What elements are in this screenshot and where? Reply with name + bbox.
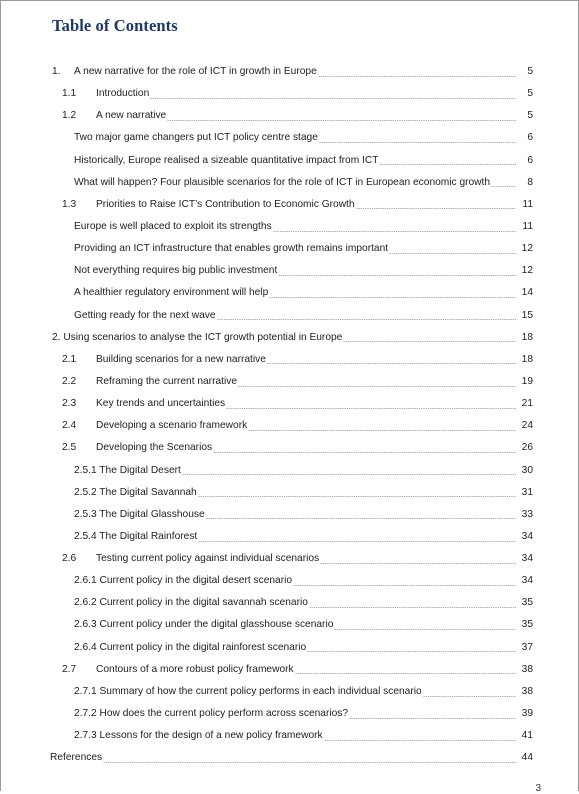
page-title: Table of Contents	[52, 16, 178, 35]
toc-entry-title: Historically, Europe realised a sizeable quantitative impact from ICT	[74, 154, 379, 166]
dot-leader	[379, 164, 516, 165]
dot-leader	[198, 541, 516, 542]
toc-entry-link[interactable]	[74, 510, 205, 520]
toc-entry-title: Developing the Scenarios	[96, 442, 213, 454]
toc-entry-line	[62, 443, 579, 453]
toc-entry-number: 2.2	[62, 375, 77, 387]
toc-entry-number: 2.3	[62, 398, 77, 410]
dot-leader	[273, 231, 516, 232]
toc-entry-title: A new narrative	[96, 110, 167, 122]
toc-entry-link[interactable]	[74, 576, 292, 586]
toc-entry-link[interactable]	[74, 620, 333, 630]
toc-entry-line	[62, 377, 579, 387]
toc-entry[interactable]	[0, 725, 579, 747]
toc-entry-title: Key trends and uncertainties	[96, 398, 226, 410]
toc-entry-line	[62, 554, 579, 564]
toc-entry-line	[74, 244, 579, 254]
dot-leader	[318, 76, 516, 77]
toc-entry-page[interactable]: 6	[527, 132, 533, 144]
toc-entry-line	[52, 333, 579, 343]
toc-entry-page[interactable]: 12	[521, 265, 533, 277]
toc-entry-link[interactable]	[50, 753, 102, 763]
toc-entry[interactable]	[0, 592, 579, 614]
toc-entry-line	[74, 178, 579, 188]
toc-entry-page[interactable]: 14	[521, 287, 533, 299]
toc-entry-link[interactable]	[74, 178, 490, 188]
dot-leader	[278, 275, 516, 276]
toc-entry-line	[74, 133, 579, 143]
toc-entry-page[interactable]: 11	[522, 198, 533, 210]
toc-entry-line	[62, 355, 579, 365]
dot-leader	[293, 585, 516, 586]
toc-entry-title: 2.7.3 Lessons for the design of a new policy framework	[74, 730, 323, 742]
toc-entry-link[interactable]	[74, 244, 388, 254]
toc-entry-page[interactable]: 18	[521, 331, 533, 343]
toc-entry-page[interactable]: 39	[521, 708, 533, 720]
toc-entry-line	[74, 288, 579, 298]
toc-entry[interactable]	[0, 437, 579, 459]
toc-entry-line	[74, 532, 579, 542]
toc-entry-link[interactable]	[74, 488, 197, 498]
toc-entry-page[interactable]: 5	[527, 65, 533, 77]
toc-entry-line	[74, 156, 579, 166]
toc-entry[interactable]	[0, 127, 579, 149]
toc-entry-link[interactable]	[74, 709, 348, 719]
dot-leader	[491, 186, 516, 187]
toc-entry-title: Reframing the current narrative	[96, 375, 237, 387]
toc-entry-line	[74, 266, 579, 276]
toc-entry-number: 2.4	[62, 420, 77, 432]
toc-entry-number: 1.2	[62, 110, 77, 122]
toc-entry[interactable]	[0, 637, 579, 659]
toc-entry-page[interactable]: 11	[522, 220, 533, 232]
toc-entry[interactable]	[0, 659, 579, 681]
toc-entry[interactable]	[0, 681, 579, 703]
toc-entry-page[interactable]: 21	[521, 398, 533, 410]
toc-entry-title: A new narrative for the role of ICT in growth in Europe	[74, 65, 317, 77]
toc-entry-page[interactable]: 5	[527, 110, 533, 122]
toc-entry-line	[62, 89, 579, 99]
toc-entry-line	[62, 111, 579, 121]
toc-entry[interactable]	[0, 703, 579, 725]
toc-entry-title: 2.5.2 The Digital Savannah	[74, 486, 197, 498]
toc-entry-link[interactable]	[74, 466, 181, 476]
toc-list	[0, 61, 579, 770]
dot-leader	[356, 208, 516, 209]
toc-entry[interactable]	[0, 83, 579, 105]
toc-entry[interactable]	[0, 371, 579, 393]
toc-entry-page[interactable]: 31	[521, 486, 533, 498]
dot-leader	[267, 363, 516, 364]
toc-entry-title: 2.5.3 The Digital Glasshouse	[74, 508, 205, 520]
toc-entry-link[interactable]	[74, 598, 308, 608]
toc-entry-line	[74, 488, 579, 498]
toc-entry-title: 2.6.1 Current policy in the digital desert scenario	[74, 575, 293, 587]
toc-entry-title: 2.7.2 How does the current policy perform across scenarios?	[74, 708, 349, 720]
toc-entry-line	[52, 67, 579, 77]
toc-entry[interactable]	[0, 238, 579, 260]
dot-leader	[319, 142, 516, 143]
toc-entry-page[interactable]: 33	[521, 508, 533, 520]
toc-entry-link[interactable]	[62, 89, 149, 99]
toc-entry-page[interactable]: 5	[527, 88, 533, 100]
toc-entry-number: 1.	[52, 65, 61, 77]
toc-entry-line	[74, 466, 579, 476]
toc-entry-page[interactable]: 12	[521, 243, 533, 255]
toc-entry-title: References	[50, 752, 103, 764]
toc-entry-page[interactable]: 26	[521, 442, 533, 454]
dot-leader	[248, 430, 516, 431]
toc-entry-title: 2.5.1 The Digital Desert	[74, 464, 181, 476]
toc-entry-page[interactable]: 34	[521, 553, 533, 565]
toc-entry-link[interactable]	[74, 156, 378, 166]
toc-entry-link[interactable]	[74, 532, 197, 542]
toc-entry-title: Not everything requires big public investment	[74, 265, 278, 277]
toc-entry-title: 2.6.3 Current policy under the digital glasshouse scenario	[74, 619, 334, 631]
toc-entry-link[interactable]	[62, 111, 166, 121]
toc-entry[interactable]	[0, 105, 579, 127]
toc-entry-page[interactable]: 24	[521, 420, 533, 432]
toc-entry-title: What will happen? Four plausible scenarios for the role of ICT in European economic growth	[74, 176, 491, 188]
toc-entry[interactable]	[0, 216, 579, 238]
toc-entry-page[interactable]: 8	[527, 176, 533, 188]
toc-entry-page[interactable]: 38	[521, 663, 533, 675]
toc-entry[interactable]	[0, 482, 579, 504]
toc-entry-line	[74, 598, 579, 608]
toc-entry-link[interactable]	[62, 554, 319, 564]
toc-entry-title: Introduction	[96, 88, 150, 100]
dot-leader	[213, 452, 516, 453]
toc-entry-title: A healthier regulatory environment will help	[74, 287, 269, 299]
toc-entry-title: Testing current policy against individual scenarios	[96, 553, 320, 565]
dot-leader	[334, 629, 516, 630]
toc-entry[interactable]	[0, 327, 579, 349]
toc-entry[interactable]	[0, 172, 579, 194]
toc-entry-link[interactable]	[62, 443, 212, 453]
toc-entry-title: Contours of a more robust policy framework	[96, 663, 294, 675]
dot-leader	[343, 341, 516, 342]
toc-entry-page[interactable]: 37	[521, 641, 533, 653]
toc-entry-title: Two major game changers put ICT policy centre stage	[74, 132, 318, 144]
toc-entry-number: 2.6	[62, 553, 77, 565]
toc-entry-number: 2.7	[62, 663, 77, 675]
toc-entry[interactable]	[0, 150, 579, 172]
toc-entry-title: 2.5.4 The Digital Rainforest	[74, 530, 198, 542]
dot-leader	[217, 319, 516, 320]
toc-entry-title: Developing a scenario framework	[96, 420, 248, 432]
toc-entry-page[interactable]: 41	[521, 730, 533, 742]
toc-entry-link[interactable]	[74, 687, 422, 697]
toc-entry-title: Getting ready for the next wave	[74, 309, 216, 321]
page-number: 3	[535, 783, 541, 794]
toc-entry-title: Providing an ICT infrastructure that enables growth remains important	[74, 243, 389, 255]
dot-leader	[206, 518, 516, 519]
toc-entry-line	[62, 200, 579, 210]
dot-leader	[103, 762, 516, 763]
toc-entry[interactable]	[0, 415, 579, 437]
toc-entry-page[interactable]: 44	[521, 752, 533, 764]
toc-entry-page[interactable]: 19	[521, 375, 533, 387]
toc-entry[interactable]	[0, 305, 579, 327]
toc-entry-line	[50, 753, 579, 763]
toc-entry-title: 2.7.1 Summary of how the current policy performs in each individual scenario	[74, 685, 422, 697]
toc-entry-link[interactable]	[52, 333, 342, 343]
toc-entry-line	[74, 222, 579, 232]
dot-leader	[150, 98, 516, 99]
toc-entry-link[interactable]	[62, 377, 237, 387]
toc-entry-link[interactable]	[74, 288, 268, 298]
toc-entry-line	[74, 510, 579, 520]
toc-entry-line	[74, 731, 579, 741]
toc-entry-link[interactable]	[62, 421, 247, 431]
toc-entry-link[interactable]	[62, 355, 266, 365]
toc-entry[interactable]	[0, 393, 579, 415]
toc-entry-link[interactable]	[74, 643, 306, 653]
toc-entry-page[interactable]: 38	[521, 685, 533, 697]
toc-entry-title: 2. Using scenarios to analyse the ICT growth potential in Europe	[52, 331, 343, 343]
dot-leader	[324, 740, 516, 741]
toc-entry-page[interactable]: 35	[521, 597, 533, 609]
toc-entry[interactable]	[0, 570, 579, 592]
toc-entry-line	[74, 311, 579, 321]
dot-leader	[307, 651, 516, 652]
toc-entry-link[interactable]	[74, 222, 272, 232]
toc-entry-link[interactable]	[74, 133, 318, 143]
toc-entry-line	[74, 687, 579, 697]
toc-entry-link[interactable]	[62, 200, 355, 210]
toc-entry-page[interactable]: 35	[521, 619, 533, 631]
toc-entry-link[interactable]	[52, 67, 317, 77]
toc-entry-line	[74, 576, 579, 586]
toc-entry-line	[74, 709, 579, 719]
toc-entry-page[interactable]: 30	[521, 464, 533, 476]
toc-entry[interactable]	[0, 349, 579, 371]
toc-entry-link[interactable]	[74, 731, 323, 741]
toc-entry-title: Priorities to Raise ICT’s Contribution to Economic Growth	[96, 198, 355, 210]
dot-leader	[295, 673, 516, 674]
toc-entry[interactable]	[0, 194, 579, 216]
toc-entry-link[interactable]	[74, 266, 277, 276]
toc-entry-title: 2.6.2 Current policy in the digital savannah scenario	[74, 597, 308, 609]
toc-entry[interactable]	[0, 548, 579, 570]
toc-entry[interactable]	[0, 61, 579, 83]
toc-entry[interactable]	[0, 615, 579, 637]
dot-leader	[182, 474, 516, 475]
dot-leader	[167, 120, 516, 121]
toc-entry[interactable]	[0, 260, 579, 282]
toc-entry[interactable]	[0, 747, 579, 769]
toc-entry-page[interactable]: 15	[521, 309, 533, 321]
toc-entry-number: 1.3	[62, 198, 77, 210]
toc-entry-title: Europe is well placed to exploit its strengths	[74, 220, 272, 232]
toc-entry-page[interactable]: 6	[527, 154, 533, 166]
toc-entry-link[interactable]	[74, 311, 216, 321]
toc-entry[interactable]	[0, 526, 579, 548]
toc-entry-line	[62, 421, 579, 431]
dot-leader	[198, 496, 516, 497]
toc-entry-line	[74, 643, 579, 653]
toc-entry-page[interactable]: 34	[521, 575, 533, 587]
toc-entry[interactable]	[0, 504, 579, 526]
toc-entry-number: 2.1	[62, 353, 77, 365]
toc-entry-page[interactable]: 18	[521, 353, 533, 365]
dot-leader	[423, 696, 516, 697]
toc-entry-line	[62, 665, 579, 675]
toc-entry-title: 2.6.4 Current policy in the digital rainforest scenario	[74, 641, 307, 653]
dot-leader	[389, 253, 516, 254]
dot-leader	[226, 408, 516, 409]
toc-entry-title: Building scenarios for a new narrative	[96, 353, 266, 365]
dot-leader	[238, 386, 516, 387]
toc-entry[interactable]	[0, 460, 579, 482]
toc-entry-number: 1.1	[62, 88, 77, 100]
toc-entry[interactable]	[0, 282, 579, 304]
toc-entry-line	[62, 399, 579, 409]
toc-entry-link[interactable]	[62, 399, 225, 409]
toc-entry-line	[74, 620, 579, 630]
toc-entry-link[interactable]	[62, 665, 294, 675]
dot-leader	[320, 563, 516, 564]
toc-entry-page[interactable]: 34	[521, 530, 533, 542]
dot-leader	[309, 607, 516, 608]
dot-leader	[269, 297, 516, 298]
toc-entry-number: 2.5	[62, 442, 77, 454]
dot-leader	[349, 718, 516, 719]
